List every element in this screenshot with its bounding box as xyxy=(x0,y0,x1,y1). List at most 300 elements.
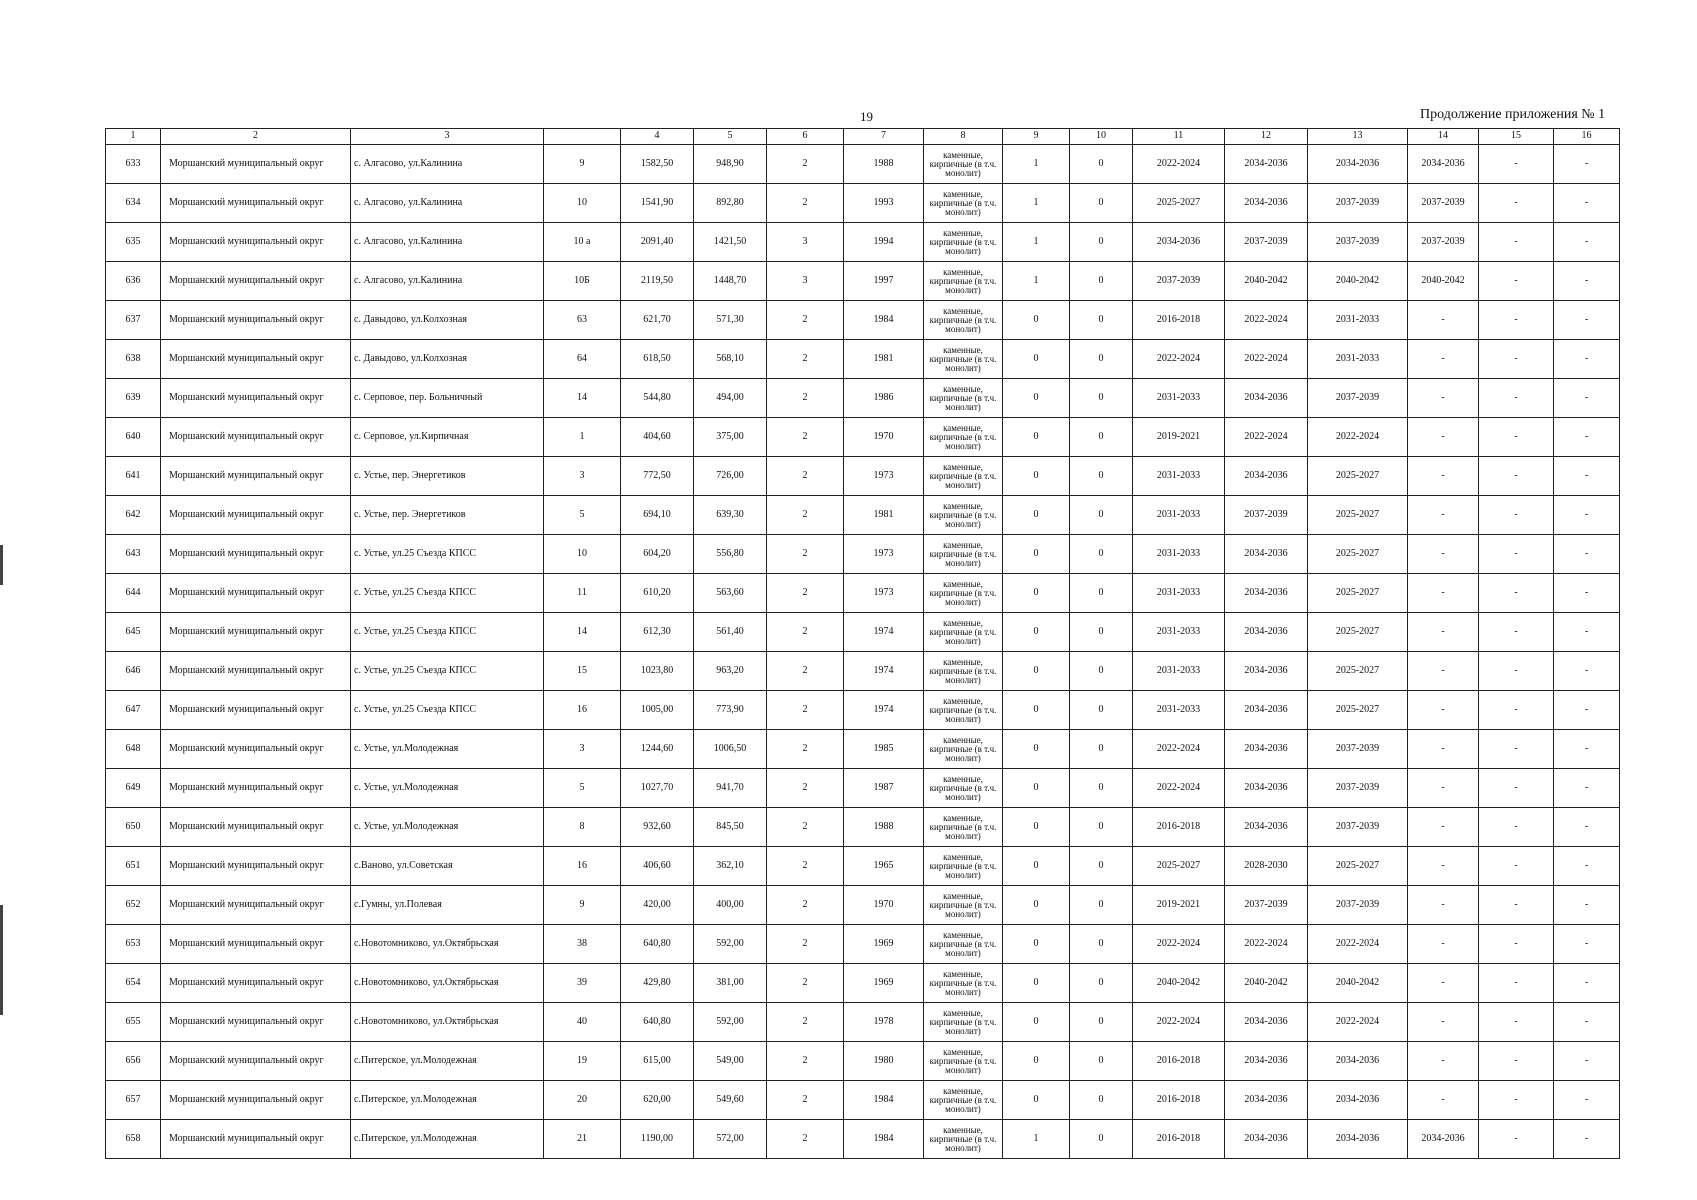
period-13-cell: 2034-2036 xyxy=(1308,1120,1408,1159)
period-12-cell: 2034-2036 xyxy=(1225,769,1308,808)
period-11-cell: 2022-2024 xyxy=(1133,1003,1225,1042)
house-number-cell: 3 xyxy=(544,457,621,496)
address-cell: с.Гумны, ул.Полевая xyxy=(351,886,544,925)
wall-material-cell: каменные, кирпичные (в т.ч. монолит) xyxy=(924,223,1003,262)
total-area-cell: 429,80 xyxy=(621,964,694,1003)
period-11-cell: 2016-2018 xyxy=(1133,1042,1225,1081)
district-cell: Моршанский муниципальный округ xyxy=(161,1120,351,1159)
period-13-cell: 2040-2042 xyxy=(1308,964,1408,1003)
period-14-cell: - xyxy=(1408,613,1479,652)
period-11-cell: 2016-2018 xyxy=(1133,808,1225,847)
col-15-value-cell: - xyxy=(1479,145,1554,184)
district-cell: Моршанский муниципальный округ xyxy=(161,613,351,652)
house-number-cell: 9 xyxy=(544,145,621,184)
col-10-value-cell: 0 xyxy=(1070,1003,1133,1042)
district-cell: Моршанский муниципальный округ xyxy=(161,1042,351,1081)
col-15-value-cell: - xyxy=(1479,496,1554,535)
floors-cell: 2 xyxy=(767,886,844,925)
floors-cell: 2 xyxy=(767,145,844,184)
period-12-cell: 2034-2036 xyxy=(1225,652,1308,691)
col-16-value-cell: - xyxy=(1554,223,1620,262)
address-cell: с. Устье, пер. Энергетиков xyxy=(351,457,544,496)
living-area-cell: 948,90 xyxy=(694,145,767,184)
wall-material-cell: каменные, кирпичные (в т.ч. монолит) xyxy=(924,418,1003,457)
col-10-value-cell: 0 xyxy=(1070,1081,1133,1120)
col-16-value-cell: - xyxy=(1554,808,1620,847)
row-number-cell: 638 xyxy=(106,340,161,379)
col-16-value-cell: - xyxy=(1554,145,1620,184)
house-number-cell: 40 xyxy=(544,1003,621,1042)
row-number-cell: 633 xyxy=(106,145,161,184)
col-16-value-cell: - xyxy=(1554,301,1620,340)
period-14-cell: - xyxy=(1408,691,1479,730)
build-year-cell: 1984 xyxy=(844,301,924,340)
period-13-cell: 2037-2039 xyxy=(1308,886,1408,925)
district-cell: Моршанский муниципальный округ xyxy=(161,223,351,262)
col-9-value-cell: 0 xyxy=(1003,847,1070,886)
table-row xyxy=(106,262,1620,301)
col-10-value-cell: 0 xyxy=(1070,574,1133,613)
period-13-cell: 2022-2024 xyxy=(1308,418,1408,457)
col-16-value-cell: - xyxy=(1554,691,1620,730)
house-number-cell: 19 xyxy=(544,1042,621,1081)
period-12-cell: 2034-2036 xyxy=(1225,1081,1308,1120)
period-13-cell: 2037-2039 xyxy=(1308,184,1408,223)
district-cell: Моршанский муниципальный округ xyxy=(161,535,351,574)
house-number-cell: 10 xyxy=(544,184,621,223)
house-number-cell: 10Б xyxy=(544,262,621,301)
address-cell: с. Серповое, пер. Больничный xyxy=(351,379,544,418)
row-number-cell: 647 xyxy=(106,691,161,730)
period-13-cell: 2037-2039 xyxy=(1308,223,1408,262)
col-9-value-cell: 0 xyxy=(1003,1081,1070,1120)
period-12-cell: 2040-2042 xyxy=(1225,262,1308,301)
floors-cell: 2 xyxy=(767,379,844,418)
period-13-cell: 2034-2036 xyxy=(1308,1081,1408,1120)
col-15-value-cell: - xyxy=(1479,730,1554,769)
period-13-cell: 2034-2036 xyxy=(1308,1042,1408,1081)
build-year-cell: 1974 xyxy=(844,652,924,691)
table-row xyxy=(106,1081,1620,1120)
col-10-value-cell: 0 xyxy=(1070,925,1133,964)
col-15-value-cell: - xyxy=(1479,769,1554,808)
floors-cell: 2 xyxy=(767,925,844,964)
table-row xyxy=(106,496,1620,535)
build-year-cell: 1985 xyxy=(844,730,924,769)
total-area-cell: 640,80 xyxy=(621,1003,694,1042)
house-number-cell: 14 xyxy=(544,613,621,652)
period-12-cell: 2022-2024 xyxy=(1225,340,1308,379)
column-header: 14 xyxy=(1408,129,1479,145)
build-year-cell: 1973 xyxy=(844,535,924,574)
living-area-cell: 639,30 xyxy=(694,496,767,535)
period-12-cell: 2034-2036 xyxy=(1225,1042,1308,1081)
period-12-cell: 2037-2039 xyxy=(1225,223,1308,262)
column-header: 4 xyxy=(621,129,694,145)
total-area-cell: 406,60 xyxy=(621,847,694,886)
wall-material-cell: каменные, кирпичные (в т.ч. монолит) xyxy=(924,964,1003,1003)
house-number-cell: 3 xyxy=(544,730,621,769)
period-11-cell: 2031-2033 xyxy=(1133,574,1225,613)
district-cell: Моршанский муниципальный округ xyxy=(161,886,351,925)
row-number-cell: 654 xyxy=(106,964,161,1003)
period-12-cell: 2034-2036 xyxy=(1225,691,1308,730)
wall-material-cell: каменные, кирпичные (в т.ч. монолит) xyxy=(924,730,1003,769)
living-area-cell: 1421,50 xyxy=(694,223,767,262)
col-15-value-cell: - xyxy=(1479,184,1554,223)
period-14-cell: - xyxy=(1408,808,1479,847)
period-13-cell: 2022-2024 xyxy=(1308,925,1408,964)
table-row xyxy=(106,925,1620,964)
total-area-cell: 1023,80 xyxy=(621,652,694,691)
address-cell: с. Давыдово, ул.Колхозная xyxy=(351,340,544,379)
floors-cell: 2 xyxy=(767,808,844,847)
living-area-cell: 549,00 xyxy=(694,1042,767,1081)
col-9-value-cell: 0 xyxy=(1003,379,1070,418)
period-14-cell: - xyxy=(1408,379,1479,418)
house-number-cell: 21 xyxy=(544,1120,621,1159)
district-cell: Моршанский муниципальный округ xyxy=(161,418,351,457)
district-cell: Моршанский муниципальный округ xyxy=(161,574,351,613)
table-row xyxy=(106,886,1620,925)
col-16-value-cell: - xyxy=(1554,496,1620,535)
total-area-cell: 404,60 xyxy=(621,418,694,457)
living-area-cell: 568,10 xyxy=(694,340,767,379)
column-header: 8 xyxy=(924,129,1003,145)
col-10-value-cell: 0 xyxy=(1070,652,1133,691)
period-14-cell: - xyxy=(1408,496,1479,535)
col-15-value-cell: - xyxy=(1479,808,1554,847)
district-cell: Моршанский муниципальный округ xyxy=(161,964,351,1003)
living-area-cell: 400,00 xyxy=(694,886,767,925)
period-14-cell: - xyxy=(1408,1003,1479,1042)
wall-material-cell: каменные, кирпичные (в т.ч. монолит) xyxy=(924,1003,1003,1042)
floors-cell: 2 xyxy=(767,769,844,808)
table-row xyxy=(106,652,1620,691)
period-12-cell: 2034-2036 xyxy=(1225,145,1308,184)
period-11-cell: 2022-2024 xyxy=(1133,340,1225,379)
wall-material-cell: каменные, кирпичные (в т.ч. монолит) xyxy=(924,379,1003,418)
col-9-value-cell: 1 xyxy=(1003,1120,1070,1159)
total-area-cell: 1005,00 xyxy=(621,691,694,730)
total-area-cell: 615,00 xyxy=(621,1042,694,1081)
col-10-value-cell: 0 xyxy=(1070,340,1133,379)
address-cell: с.Новотомниково, ул.Октябрьская xyxy=(351,964,544,1003)
floors-cell: 3 xyxy=(767,262,844,301)
period-14-cell: 2034-2036 xyxy=(1408,1120,1479,1159)
floors-cell: 2 xyxy=(767,340,844,379)
address-cell: с.Новотомниково, ул.Октябрьская xyxy=(351,1003,544,1042)
living-area-cell: 1448,70 xyxy=(694,262,767,301)
col-10-value-cell: 0 xyxy=(1070,418,1133,457)
col-16-value-cell: - xyxy=(1554,886,1620,925)
period-13-cell: 2025-2027 xyxy=(1308,847,1408,886)
period-11-cell: 2022-2024 xyxy=(1133,145,1225,184)
living-area-cell: 556,80 xyxy=(694,535,767,574)
total-area-cell: 612,30 xyxy=(621,613,694,652)
build-year-cell: 1984 xyxy=(844,1120,924,1159)
col-16-value-cell: - xyxy=(1554,964,1620,1003)
col-10-value-cell: 0 xyxy=(1070,379,1133,418)
table-row xyxy=(106,301,1620,340)
total-area-cell: 1244,60 xyxy=(621,730,694,769)
period-11-cell: 2016-2018 xyxy=(1133,301,1225,340)
period-11-cell: 2034-2036 xyxy=(1133,223,1225,262)
period-13-cell: 2025-2027 xyxy=(1308,457,1408,496)
district-cell: Моршанский муниципальный округ xyxy=(161,652,351,691)
house-number-cell: 1 xyxy=(544,418,621,457)
row-number-cell: 634 xyxy=(106,184,161,223)
row-number-cell: 658 xyxy=(106,1120,161,1159)
address-cell: с. Алгасово, ул.Калинина xyxy=(351,145,544,184)
period-11-cell: 2031-2033 xyxy=(1133,691,1225,730)
build-year-cell: 1974 xyxy=(844,613,924,652)
period-14-cell: - xyxy=(1408,925,1479,964)
period-11-cell: 2031-2033 xyxy=(1133,457,1225,496)
row-number-cell: 648 xyxy=(106,730,161,769)
floors-cell: 2 xyxy=(767,418,844,457)
col-9-value-cell: 0 xyxy=(1003,418,1070,457)
col-15-value-cell: - xyxy=(1479,1003,1554,1042)
table-row xyxy=(106,145,1620,184)
period-12-cell: 2037-2039 xyxy=(1225,886,1308,925)
wall-material-cell: каменные, кирпичные (в т.ч. монолит) xyxy=(924,1042,1003,1081)
floors-cell: 3 xyxy=(767,223,844,262)
house-number-cell: 15 xyxy=(544,652,621,691)
col-15-value-cell: - xyxy=(1479,457,1554,496)
table-row xyxy=(106,613,1620,652)
period-11-cell: 2040-2042 xyxy=(1133,964,1225,1003)
period-14-cell: - xyxy=(1408,574,1479,613)
col-10-value-cell: 0 xyxy=(1070,1042,1133,1081)
col-16-value-cell: - xyxy=(1554,1081,1620,1120)
build-year-cell: 1993 xyxy=(844,184,924,223)
col-15-value-cell: - xyxy=(1479,379,1554,418)
column-number-header-row xyxy=(106,129,1620,145)
build-year-cell: 1997 xyxy=(844,262,924,301)
period-14-cell: - xyxy=(1408,847,1479,886)
build-year-cell: 1965 xyxy=(844,847,924,886)
address-cell: с. Устье, ул.Молодежная xyxy=(351,808,544,847)
total-area-cell: 604,20 xyxy=(621,535,694,574)
house-number-cell: 10 а xyxy=(544,223,621,262)
house-number-cell: 5 xyxy=(544,496,621,535)
column-header: 11 xyxy=(1133,129,1225,145)
total-area-cell: 772,50 xyxy=(621,457,694,496)
row-number-cell: 656 xyxy=(106,1042,161,1081)
floors-cell: 2 xyxy=(767,613,844,652)
col-10-value-cell: 0 xyxy=(1070,223,1133,262)
col-16-value-cell: - xyxy=(1554,535,1620,574)
col-16-value-cell: - xyxy=(1554,925,1620,964)
period-11-cell: 2031-2033 xyxy=(1133,652,1225,691)
living-area-cell: 561,40 xyxy=(694,613,767,652)
col-15-value-cell: - xyxy=(1479,223,1554,262)
period-12-cell: 2037-2039 xyxy=(1225,496,1308,535)
col-10-value-cell: 0 xyxy=(1070,964,1133,1003)
period-11-cell: 2025-2027 xyxy=(1133,184,1225,223)
col-16-value-cell: - xyxy=(1554,262,1620,301)
house-number-cell: 63 xyxy=(544,301,621,340)
col-15-value-cell: - xyxy=(1479,1081,1554,1120)
wall-material-cell: каменные, кирпичные (в т.ч. монолит) xyxy=(924,1120,1003,1159)
row-number-cell: 639 xyxy=(106,379,161,418)
wall-material-cell: каменные, кирпичные (в т.ч. монолит) xyxy=(924,808,1003,847)
column-header: 15 xyxy=(1479,129,1554,145)
wall-material-cell: каменные, кирпичные (в т.ч. монолит) xyxy=(924,925,1003,964)
column-header: 7 xyxy=(844,129,924,145)
col-9-value-cell: 0 xyxy=(1003,340,1070,379)
district-cell: Моршанский муниципальный округ xyxy=(161,457,351,496)
living-area-cell: 572,00 xyxy=(694,1120,767,1159)
address-cell: с. Устье, ул.25 Съезда КПСС xyxy=(351,574,544,613)
row-number-cell: 643 xyxy=(106,535,161,574)
period-13-cell: 2040-2042 xyxy=(1308,262,1408,301)
address-cell: с. Алгасово, ул.Калинина xyxy=(351,184,544,223)
house-number-cell: 64 xyxy=(544,340,621,379)
period-13-cell: 2037-2039 xyxy=(1308,730,1408,769)
col-10-value-cell: 0 xyxy=(1070,535,1133,574)
row-number-cell: 637 xyxy=(106,301,161,340)
column-header: 13 xyxy=(1308,129,1408,145)
total-area-cell: 2119,50 xyxy=(621,262,694,301)
address-cell: с. Устье, ул.25 Съезда КПСС xyxy=(351,691,544,730)
floors-cell: 2 xyxy=(767,496,844,535)
address-cell: с. Устье, пер. Энергетиков xyxy=(351,496,544,535)
col-10-value-cell: 0 xyxy=(1070,1120,1133,1159)
column-header: 10 xyxy=(1070,129,1133,145)
total-area-cell: 610,20 xyxy=(621,574,694,613)
living-area-cell: 375,00 xyxy=(694,418,767,457)
col-9-value-cell: 0 xyxy=(1003,652,1070,691)
total-area-cell: 694,10 xyxy=(621,496,694,535)
address-cell: с. Устье, ул.25 Съезда КПСС xyxy=(351,535,544,574)
appendix-continuation-label: Продолжение приложения № 1 xyxy=(1420,107,1606,122)
period-14-cell: 2037-2039 xyxy=(1408,223,1479,262)
district-cell: Моршанский муниципальный округ xyxy=(161,847,351,886)
col-16-value-cell: - xyxy=(1554,1042,1620,1081)
living-area-cell: 362,10 xyxy=(694,847,767,886)
col-9-value-cell: 0 xyxy=(1003,730,1070,769)
floors-cell: 2 xyxy=(767,535,844,574)
col-9-value-cell: 0 xyxy=(1003,925,1070,964)
housing-register-table xyxy=(105,128,1620,1159)
table-row xyxy=(106,457,1620,496)
floors-cell: 2 xyxy=(767,457,844,496)
floors-cell: 2 xyxy=(767,301,844,340)
col-10-value-cell: 0 xyxy=(1070,730,1133,769)
column-header: 1 xyxy=(106,129,161,145)
table-row xyxy=(106,535,1620,574)
col-15-value-cell: - xyxy=(1479,964,1554,1003)
col-9-value-cell: 1 xyxy=(1003,184,1070,223)
period-14-cell: - xyxy=(1408,418,1479,457)
living-area-cell: 592,00 xyxy=(694,925,767,964)
col-9-value-cell: 0 xyxy=(1003,886,1070,925)
col-9-value-cell: 0 xyxy=(1003,1003,1070,1042)
col-10-value-cell: 0 xyxy=(1070,184,1133,223)
col-10-value-cell: 0 xyxy=(1070,457,1133,496)
period-12-cell: 2034-2036 xyxy=(1225,379,1308,418)
district-cell: Моршанский муниципальный округ xyxy=(161,301,351,340)
address-cell: с.Питерское, ул.Молодежная xyxy=(351,1081,544,1120)
district-cell: Моршанский муниципальный округ xyxy=(161,730,351,769)
table-row xyxy=(106,340,1620,379)
col-15-value-cell: - xyxy=(1479,847,1554,886)
total-area-cell: 640,80 xyxy=(621,925,694,964)
col-15-value-cell: - xyxy=(1479,301,1554,340)
build-year-cell: 1984 xyxy=(844,1081,924,1120)
table-row xyxy=(106,1003,1620,1042)
period-14-cell: - xyxy=(1408,964,1479,1003)
period-11-cell: 2037-2039 xyxy=(1133,262,1225,301)
col-15-value-cell: - xyxy=(1479,574,1554,613)
address-cell: с. Устье, ул.Молодежная xyxy=(351,730,544,769)
total-area-cell: 1541,90 xyxy=(621,184,694,223)
col-15-value-cell: - xyxy=(1479,535,1554,574)
build-year-cell: 1988 xyxy=(844,145,924,184)
col-16-value-cell: - xyxy=(1554,652,1620,691)
build-year-cell: 1986 xyxy=(844,379,924,418)
period-11-cell: 2031-2033 xyxy=(1133,535,1225,574)
row-number-cell: 649 xyxy=(106,769,161,808)
period-12-cell: 2022-2024 xyxy=(1225,418,1308,457)
row-number-cell: 652 xyxy=(106,886,161,925)
period-11-cell: 2022-2024 xyxy=(1133,730,1225,769)
floors-cell: 2 xyxy=(767,652,844,691)
address-cell: с.Питерское, ул.Молодежная xyxy=(351,1120,544,1159)
table-row xyxy=(106,223,1620,262)
build-year-cell: 1973 xyxy=(844,457,924,496)
period-12-cell: 2034-2036 xyxy=(1225,457,1308,496)
table-row xyxy=(106,808,1620,847)
col-16-value-cell: - xyxy=(1554,379,1620,418)
col-15-value-cell: - xyxy=(1479,691,1554,730)
address-cell: с.Новотомниково, ул.Октябрьская xyxy=(351,925,544,964)
build-year-cell: 1988 xyxy=(844,808,924,847)
col-9-value-cell: 1 xyxy=(1003,145,1070,184)
living-area-cell: 381,00 xyxy=(694,964,767,1003)
column-header: 2 xyxy=(161,129,351,145)
period-11-cell: 2022-2024 xyxy=(1133,769,1225,808)
period-12-cell: 2034-2036 xyxy=(1225,613,1308,652)
build-year-cell: 1974 xyxy=(844,691,924,730)
table-row xyxy=(106,574,1620,613)
row-number-cell: 641 xyxy=(106,457,161,496)
total-area-cell: 1027,70 xyxy=(621,769,694,808)
living-area-cell: 726,00 xyxy=(694,457,767,496)
floors-cell: 2 xyxy=(767,1081,844,1120)
period-14-cell: - xyxy=(1408,457,1479,496)
period-14-cell: - xyxy=(1408,1081,1479,1120)
col-16-value-cell: - xyxy=(1554,730,1620,769)
total-area-cell: 2091,40 xyxy=(621,223,694,262)
table-row xyxy=(106,769,1620,808)
wall-material-cell: каменные, кирпичные (в т.ч. монолит) xyxy=(924,496,1003,535)
col-15-value-cell: - xyxy=(1479,418,1554,457)
house-number-cell: 20 xyxy=(544,1081,621,1120)
col-9-value-cell: 0 xyxy=(1003,1042,1070,1081)
col-9-value-cell: 0 xyxy=(1003,964,1070,1003)
house-number-cell: 16 xyxy=(544,847,621,886)
period-11-cell: 2019-2021 xyxy=(1133,418,1225,457)
period-13-cell: 2037-2039 xyxy=(1308,379,1408,418)
period-13-cell: 2037-2039 xyxy=(1308,808,1408,847)
period-13-cell: 2025-2027 xyxy=(1308,691,1408,730)
col-9-value-cell: 0 xyxy=(1003,691,1070,730)
period-12-cell: 2040-2042 xyxy=(1225,964,1308,1003)
row-number-cell: 655 xyxy=(106,1003,161,1042)
